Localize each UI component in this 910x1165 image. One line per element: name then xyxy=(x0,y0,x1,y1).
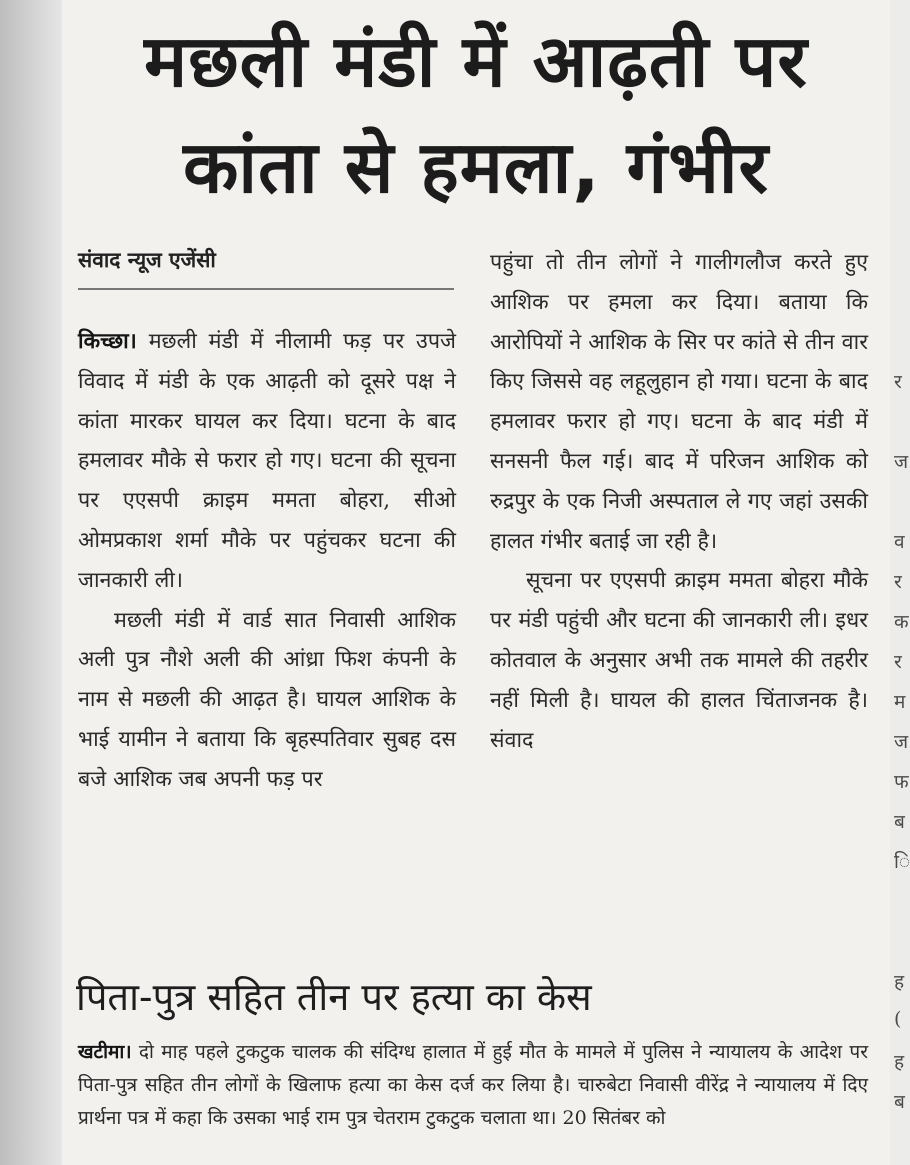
second-story-text: दो माह पहले टुकटुक चालक की संदिग्ध हालात में हुई मौत के मामले में पुलिस ने न्यायालय के आदेश पर पिता-पुत्र सहित तीन लोगों के खिलाफ हत्या का केस दर्ज कर लिया है। चारुबेटा निवासी वीरेंद्र ने न्यायालय में दिए प्रार्थना पत्र में कहा कि उसका भाई राम पुत्र चेतराम टुकटुक चलाता था। 20 सितंबर को xyxy=(78,1041,868,1129)
right-paragraph-2: सूचना पर एएसपी क्राइम ममता बोहरा मौके पर मंडी पहुंची और घटना की जानकारी ली। इधर कोतवाल के अनुसार अभी तक मामले की तहरीर नहीं मिली है। घायल की हालत चिंताजनक है। संवाद xyxy=(490,568,868,753)
fragment-char: ज xyxy=(894,731,909,753)
second-story-headline: पिता-पुत्र सहित तीन पर हत्या का केस xyxy=(76,975,592,1019)
fragment-char: क xyxy=(894,611,909,633)
fragment-char: ज xyxy=(894,451,909,473)
scan-left-shadow xyxy=(0,0,62,1165)
fragment-char: फ xyxy=(894,771,909,793)
headline-line-1: मछली मंडी में आढ़ती पर xyxy=(144,19,808,103)
fragment-char: ह xyxy=(894,1051,905,1073)
fragment-char: ब xyxy=(894,811,905,833)
fragment-char: र xyxy=(894,651,902,673)
second-story-dateline: खटीमा। xyxy=(78,1041,132,1063)
headline-line-2: कांता से हमला, गंभीर xyxy=(183,125,769,209)
fragment-char: ब xyxy=(894,1091,905,1113)
fragment-char: र xyxy=(894,371,902,393)
right-paragraph-1: पहुंचा तो तीन लोगों ने गालीगलौज करते हुए आशिक पर हमला कर दिया। बताया कि आरोपियों ने आशिक के सिर पर कांते से तीन वार किए जिससे वह लहूलुहान हो गया। घटना के बाद हमलावर फरार हो गए। घटना के बाद मंडी में सनसनी फैल गई। बाद में परिजन आशिक को रुद्रपुर के एक निजी अस्पताल ले गए जहां उसकी हालत गंभीर बताई जा रही है। xyxy=(490,250,868,554)
dateline: किच्छा। xyxy=(78,329,137,354)
fragment-char: म xyxy=(894,691,906,713)
newspaper-clipping xyxy=(62,0,890,1165)
left-paragraph-1 xyxy=(78,322,456,601)
article-right-column xyxy=(490,243,868,760)
article-left-column xyxy=(78,322,456,800)
fragment-char: व xyxy=(894,531,905,553)
left-para1-text: मछली मंडी में नीलामी फड़ पर उपजे विवाद में मंडी के एक आढ़ती को दूसरे पक्ष ने कांता मारकर घायल कर दिया। घटना के बाद हमलावर मौके से फरार हो गए। घटना की सूचना पर एएसपी क्राइम ममता बोहरा, सीओ ओमप्रकाश शर्मा मौके पर पहुंचकर घटना की जानकारी ली। xyxy=(78,329,456,593)
fragment-char: ( xyxy=(894,1008,902,1030)
fragment-char: र xyxy=(894,571,902,593)
left-paragraph-2: मछली मंडी में वार्ड सात निवासी आशिक अली पुत्र नौशे अली की आंध्रा फिश कंपनी के नाम से मछली की आढ़त है। घायल आशिक के भाई यामीन ने बताया कि बृहस्पतिवार सुबह दस बजे आशिक जब अपनी फड़ पर xyxy=(78,607,456,792)
second-story-body xyxy=(78,1036,868,1135)
fragment-char: ह xyxy=(894,971,905,993)
byline-divider xyxy=(78,288,454,290)
byline: संवाद न्यूज एजेंसी xyxy=(78,248,216,272)
adjacent-column-strip xyxy=(890,0,910,1165)
fragment-char: ि xyxy=(894,851,910,873)
